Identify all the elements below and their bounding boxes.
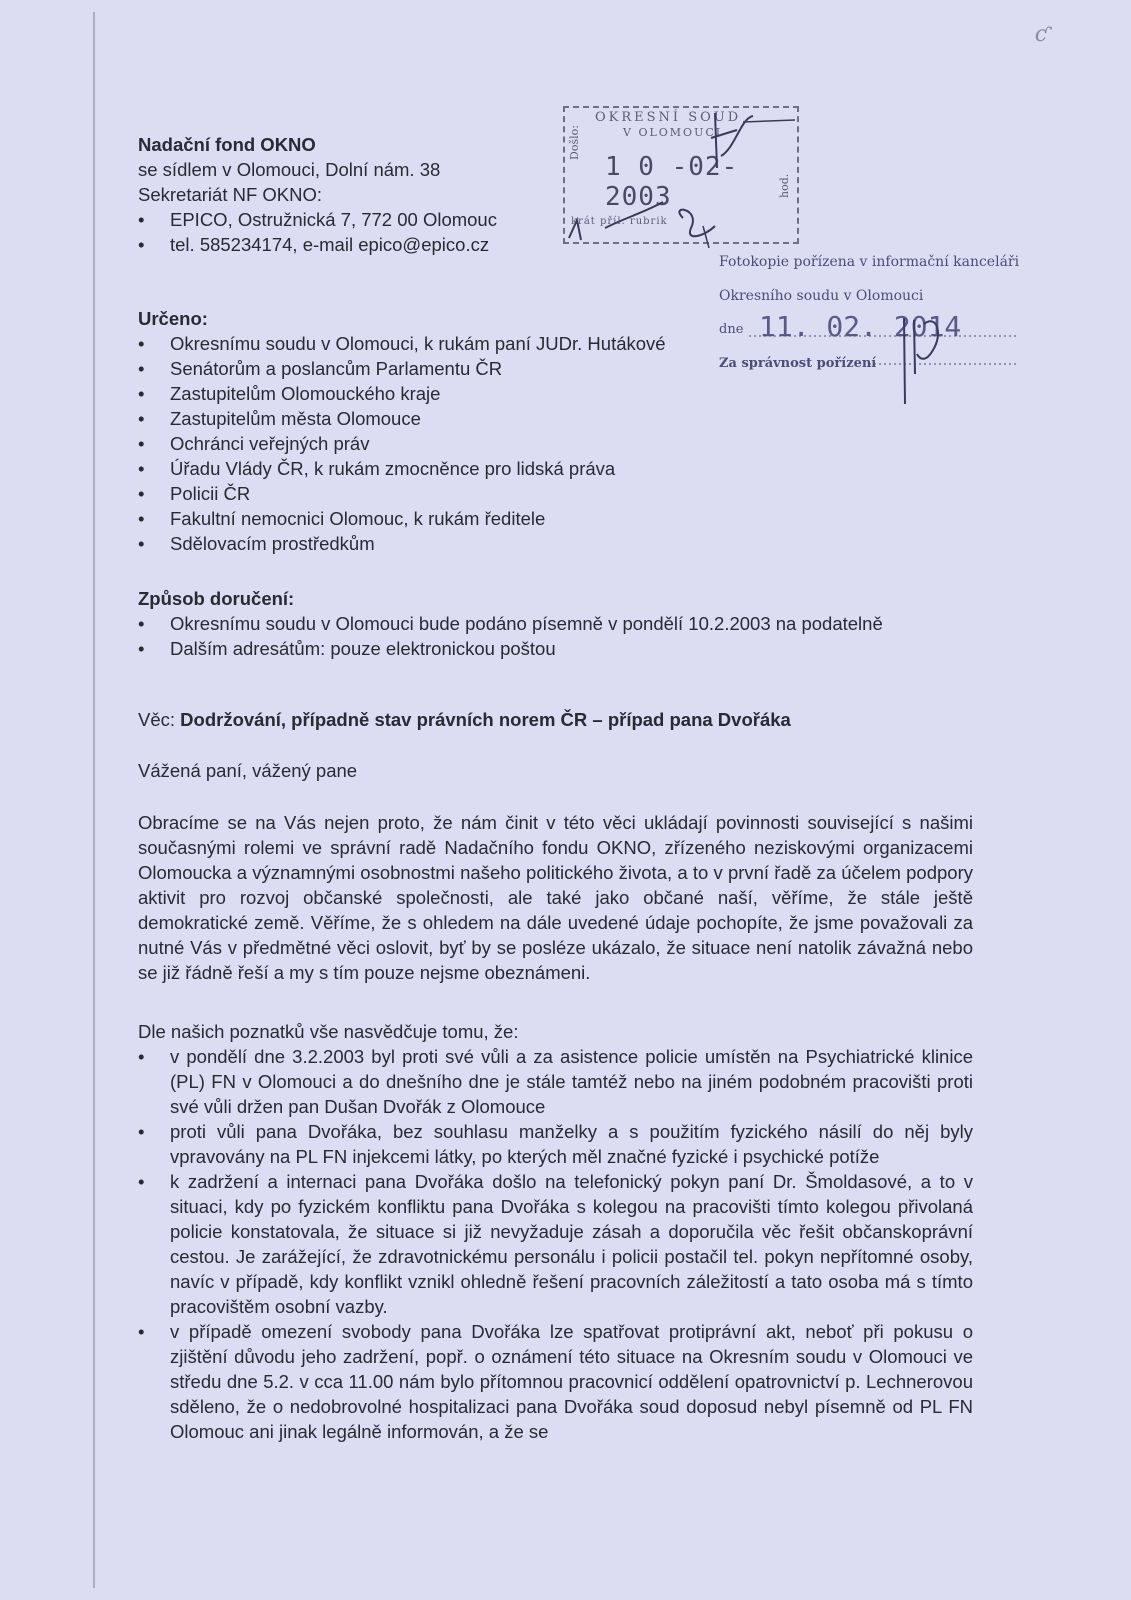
delivery-list — [138, 611, 883, 661]
list-item: • Dalším adresátům: pouze elektronickou poštou — [138, 636, 883, 661]
delivery-title: Způsob doručení: — [138, 588, 295, 609]
stamp-bottom-labels: krát příl. rubrik — [571, 216, 668, 227]
list-item: • Ochránci veřejných práv — [138, 431, 666, 456]
margin-line — [93, 12, 95, 1588]
copy-verification-stamp — [719, 254, 1039, 414]
list-item: • proti vůli pana Dvořáka, bez souhlasu manželky a s použitím fyzického násilí do něj byly vpravovány na PL FN injekcemi látky, po kterých měl značné fyzické i psychické potíže — [138, 1119, 973, 1169]
greeting: Vážená paní, vážený pane — [138, 760, 358, 781]
subject-label: Věc: — [138, 709, 181, 730]
stamp-copy-line1: Fotokopie pořízena v informační kanceláři — [719, 254, 1020, 270]
stamp-hour-label: hod. — [778, 173, 791, 198]
delivery-section — [138, 586, 883, 661]
stamp-copy-line2: Okresního soudu v Olomouci — [719, 288, 924, 304]
stamp-received-date: 1 0 -02- 2003 — [605, 152, 739, 212]
recipients-section — [138, 306, 666, 556]
stamp-court-city: V OLOMOUCI — [623, 126, 723, 139]
subject-line — [138, 707, 791, 732]
list-item: • Sdělovacím prostředkům — [138, 531, 666, 556]
org-address: se sídlem v Olomouci, Dolní nám. 38 — [138, 159, 441, 180]
secretariat-label: Sekretariát NF OKNO: — [138, 184, 323, 205]
sender-header — [138, 132, 497, 257]
stamp-court-name: OKRESNÍ SOUD — [595, 110, 742, 125]
list-item: • tel. 585234174, e-mail epico@epico.cz — [138, 232, 497, 257]
stamp-copy-date: 11. 02. 2014 — [759, 310, 962, 343]
list-item: • k zadržení a internaci pana Dvořáka došlo na telefonický pokyn paní Dr. Šmoldasové, a to v situaci, kdy po fyzickém konfliktu pana Dvořáka s kolegou na pracovišti tímto kolegou přivolaná policie konstatovala, že situace si již nevyžaduje zásah a doporučila věc řešit občanskoprávní cestou. Je zarážející, že zdravotnickému personálu i policii postačil tel. pokyn nepřítomné osoby, navíc v případě, kdy konflikt vznikl ohledně řešení pracovních záležitostí a tato osoba má s tímto pracovištěm osobní vazby. — [138, 1169, 973, 1319]
subject-text: Dodržování, případně stav právních norem ČR – případ pana Dvořáka — [180, 709, 791, 730]
corner-handwriting: ƈ — [1035, 22, 1048, 47]
list-item: • Policii ČR — [138, 481, 666, 506]
list-item: • v případě omezení svobody pana Dvořáka lze spatřovat protiprávní akt, neboť při pokusu o zjištění důvodu jeho zadržení, popř. o oznámení této situace na Okresním soudu v Olomouci ve středu dne 5.2. v cca 11.00 nám bylo přítomnou pracovnicí oddělení opatrovnictví p. Lechnerovou sděleno, že o nedobrovolné hospitalizaci pana Dvořáka soud doposud nebyl písemně od PL FN Olomouc ani jinak legálně informován, a že se — [138, 1319, 973, 1444]
findings-section — [138, 1019, 973, 1444]
body-paragraph: Obracíme se na Vás nejen proto, že nám činit v této věci ukládají povinnosti související s našimi současnými rolemi ve správní radě Nadačního fondu OKNO, zřízeného neziskovými organizacemi Olomoucka a významnými osobnostmi našeho politického života, a to v první řadě za účelem podpory aktivit pro rozvoj občanské společnosti, ale také jako občané naší, věříme, že stále ještě demokratické země. Věříme, že s ohledem na dále uvedené údaje pochopíte, že jsme považovali za nutné Vás v předmětné věci oslovit, byť by se posléze ukázalo, že situace není natolik závažná nebo se již řádně řeší a my s tím pouze nejsme obeznámeni. — [138, 812, 973, 983]
list-item: • Zastupitelům města Olomouce — [138, 406, 666, 431]
recipients-title: Určeno: — [138, 308, 208, 329]
list-item: • Úřadu Vlády ČR, k rukám zmocněnce pro lidská práva — [138, 456, 666, 481]
findings-intro: Dle našich poznatků vše nasvědčuje tomu, že: — [138, 1021, 519, 1042]
court-receipt-stamp — [563, 106, 799, 244]
list-item: • Zastupitelům Olomouckého kraje — [138, 381, 666, 406]
org-name: Nadační fond OKNO — [138, 134, 316, 155]
secretariat-list — [138, 207, 497, 257]
recipients-list — [138, 331, 666, 556]
list-item: • EPICO, Ostružnická 7, 772 00 Olomouc — [138, 207, 497, 232]
findings-list — [138, 1044, 973, 1444]
stamp-side-label: Došlo: — [568, 125, 581, 160]
handwritten-signature-icon — [565, 108, 797, 248]
list-item: • Fakultní nemocnici Olomouc, k rukám ředitele — [138, 506, 666, 531]
list-item: • Okresnímu soudu v Olomouci, k rukám paní JUDr. Hutákové — [138, 331, 666, 356]
stamp-copy-line3: dne — [719, 322, 744, 337]
handwritten-initials-icon — [719, 254, 1039, 414]
list-item: • Okresnímu soudu v Olomouci bude podáno písemně v pondělí 10.2.2003 na podatelně — [138, 611, 883, 636]
stamp-copy-line4: Za správnost pořízení — [719, 356, 877, 371]
list-item: • v pondělí dne 3.2.2003 byl proti své vůli a za asistence policie umístěn na Psychiatrické klinice (PL) FN v Olomouci a do dnešního dne je stále tamtéž nebo na jiném podobném pracovišti proti své vůli držen pan Dušan Dvořák z Olomouce — [138, 1044, 973, 1119]
list-item: • Senátorům a poslancům Parlamentu ČR — [138, 356, 666, 381]
